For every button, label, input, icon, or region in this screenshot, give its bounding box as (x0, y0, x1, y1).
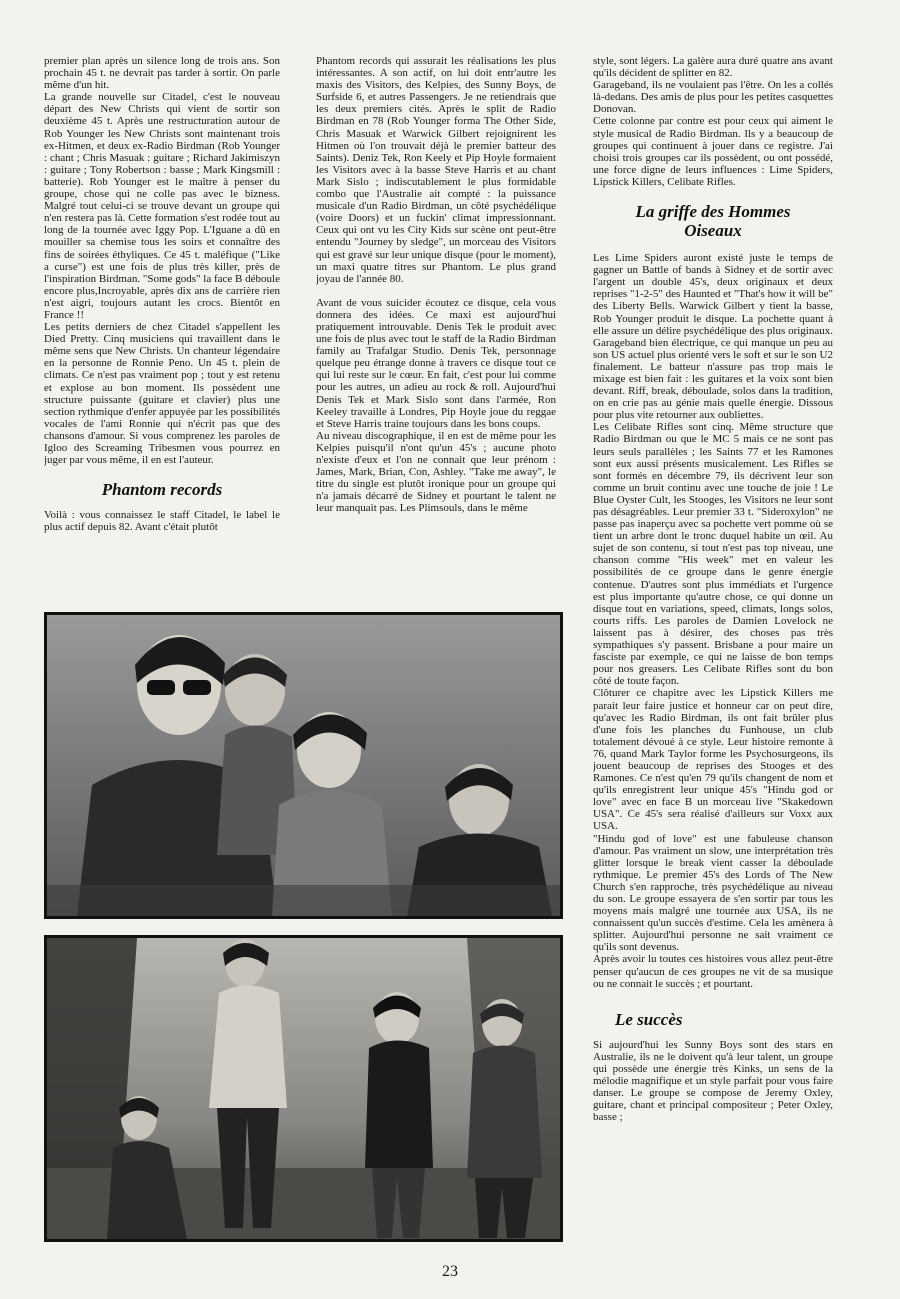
band-photo-top-image (47, 615, 560, 916)
paragraph: Au niveau discographique, il en est de même pour les Kelpies puisqu'il n'ont qu'un 45's ; aucune photo n'existe d'eux et l'on ne connait que leur prénom : James, Mark, Brian, Con, Ashley. "Take me away", le titre du single est plutôt ironique pour un groupe qui n'a jamais décarré de Sidney et pourtant le talent ne leur manquait pas. Les Plimsouls, dans le même (316, 429, 556, 515)
paragraph: Après avoir lu toutes ces histoires vous allez peut-être penser qu'aucun de ces groupes ne vit de sa musique ou ne connait le succès ; et pourtant. (593, 953, 833, 990)
paragraph: Voilà : vous connaissez le staff Citadel, le label le plus actif depuis 82. Avant c'était plutôt (44, 509, 280, 534)
column-1 (44, 55, 280, 627)
column-2 (316, 55, 556, 595)
band-photo-bottom-image (47, 938, 560, 1239)
paragraph: Si aujourd'hui les Sunny Boys sont des stars en Australie, ils ne le doivent qu'à leur talent, un groupe qui possède une énergie très Kinks, un sens de la mélodie magnifique et un style parfait pour vous faire danser. Le groupe se compose de Jeremy Oxley, guitare, chant et principal compositeur ; Peter Oxley, basse ; (593, 1038, 833, 1124)
band-photo-bottom (44, 935, 563, 1242)
paragraph: "Hindu god of love" est une fabuleuse chanson d'amour. Pas vraiment un slow, une interprétation très glitter lorsque le break vient casser la déboulade rythmique. Le premier 45's des Lords of The New Church s'en rapproche, très psychédélique au niveau du son. Le groupe essayera de s'en sortir par tous les moyens mais malgré une tournée aux USA, ils ne connaissent qu'un succès d'estime. Cela les amènera à splitter. Aujourd'hui personne ne sait vraiment ce qu'ils sont devenus. (593, 832, 833, 954)
paragraph: Les Lime Spiders auront existé juste le temps de gagner un Battle of bands à Sidney et de sortir avec l'argent un double 45's, deux originaux et deux reprises "1-2-5" des Haunted et "That's how it will be" des Liberty Bells. Warwick Gilbert y tient la basse, Rob Younger produit le disque. La pochette quant à elle assure un délire psychédélique des plus originaux. Garageband bien électrique, ce qui manque un peu au son US actuel plus orienté vers le soft et sur le son U2 finalement. Le batteur n'assure pas trop mais le mixage est bien fait : les guitares et la voix sont bien devant. Riff, break, déboulade, solos dans la tradition, on en crie pas au génie mais quelle énergie. Dissous pour plus vite retourner aux oubliettes. (593, 252, 833, 422)
paragraph: Les petits derniers de chez Citadel s'appellent les Died Pretty. Cinq musiciens qui travaillent dans le même sens que New Christs. Un chanteur légendaire en la personne de Ronnie Peno. Un 45 t. plein de climats. Ce n'est pas vraiment pop ; tout y est retenu et explose au bon moment. Ils possèdent une structure puissante (guitare et clavier) plus une section rythmique d'enfer appuyée par les possibilités vocales de l'ami Ronnie qui n'écrit pas que des chansons d'amour. Si vous comprenez les paroles de Igloo des Screaming Tribesmen vous pourrez en juger par vous même, il en est l'auteur. (44, 321, 280, 467)
section-heading-le-succes: Le succès (615, 1009, 683, 1029)
paragraph: Garageband, ils ne voulaient pas l'être. On les a collés là-dedans. Des amis de plus pour les petites casquettes Donovan. (593, 79, 833, 116)
band-photo-top (44, 612, 563, 919)
section-heading-griffe: La griffe des Hommes Oiseaux (635, 202, 791, 241)
paragraph: Les Celibate Rifles sont cinq. Même structure que Radio Birdman ou que le MC 5 mais ce ne sont pas leurs seuls parallèles ; les Saints 77 et les Ramones sont eux aussi présents musicalement. Les Rifles se sont formés en décembre 79, ils décrivent leur son comme un bruit continu avec une touche de joie ! Le Blue Oyster Cult, les Stooges, les Visitors ne leur sont pas désagréables. Leur premier 33 t. "Sideroxylon" ne passe pas inaperçu avec sa pochette vert pomme où se tient un arbre dont le tronc duquel habite un œil. Au sujet de son contenu, si tout n'est pas top niveau, une chanson comme "His week" met en valeur les possibilités de ce groupe dans le genre énergie contenue. D'autres sont plus immédiats et l'urgence est plus importante qu'autre chose, ce qui donne un disque tout en variations, speed, climats, longs solos, courts riffs. Les paroles de Damien Lovelock ne laissent pas à désirer, des choses pas très sympathiques s'y passent. Brisbane a pour maire un fasciste par exemple, ce qui ne laisse de bon temps pour nos greasers. Les Celibate Rifles sont du bon côté de toute façon. (593, 421, 833, 688)
paragraph: Cette colonne par contre est pour ceux qui aiment le style musical de Radio Birdman. Ils y a beaucoup de groupes qui continuent à jouer dans ce registre. J'ai choisi trois groupes car ils possèdent, ou ont possédé, une force digne de leurs influences : Lime Spiders, Lipstick Killers, Celibate Rifles. (593, 115, 833, 188)
paragraph: premier plan après un silence long de trois ans. Son prochain 45 t. ne devrait pas tarder à sortir. On parle même d'un hit. (44, 55, 280, 92)
column-3 (593, 55, 833, 1240)
section-heading-phantom-records: Phantom records (101, 480, 223, 500)
paragraph: style, sont légers. La galère aura duré quatre ans avant qu'ils décident de splitter en 82. (593, 55, 833, 80)
paragraph: Phantom records qui assurait les réalisations les plus intéressantes. A son actif, on lui doit entr'autre les maxis des Visitors, des Kelpies, des Sunny Boys, de Surfside 6, et autres Passengers. Je ne retiendrais que les deux premiers cités. Après le split de Radio Birdman en 78 (Rob Younger forma The Other Side, Chris Masuak et Warwick Gilbert rejoignirent les Hitmen où l'on trouvait déjà le premier batteur des Saints). Deniz Tek, Ron Keely et Pip Hoyle formaient les Visitors avec à la basse Steve Harris et au chant Mark Sislo ; indiscutablement le plus formidable combo que l'Australie ait compté : la puissance musicale d'un Radio Birdman, un côté psychédélique (voire Doors) et un fuckin' climat impressionnant. Ceux qui ont vu les City Kids sur scène ont peut-être entendu "Journey by sledge", un morceau des Visitors qui est gravé sur leur unique disque (pour le moment), un maxi quatre titres sur Phantom. Le plus grand joyau de l'année 80. (316, 55, 556, 285)
page-number: 23 (442, 1263, 458, 1280)
paragraph: Avant de vous suicider écoutez ce disque, cela vous donnera des idées. Ce maxi est aujourd'hui pratiquement introuvable. Denis Tek le produit avec une fois de plus avec tout le staff de la Radio Birdman family au Trafalgar Studio. Denis Tek, personnage quelque peu étrange donne à travers ce disque tout ce qui lui reste sur le cœur. En fait, c'est pour lui comme pour les autres, un adieu au rock & roll. Aujourd'hui Denis Tek et Mark Sislo sont dans l'armée, Ron Keeley travaille à Londres, Pip Hoyle joue du reggae et Steve Harris traine toujours dans les bons coups. (316, 296, 556, 430)
paragraph: La grande nouvelle sur Citadel, c'est le nouveau départ des New Christs qui vient de sortir son deuxième 45 t. Après une restructuration autour de Rob Younger les New Christs sont maintenant trois ex-Hitmen, et deux ex-Radio Birdman (Rob Younger : chant ; Chris Masuak : guitare ; Richard Jakimiszyn : guitare ; Tony Robertson : basse ; Mark Kingsmill : batterie). Rob Younger est le maître à penser du groupe, chose qui ne colle pas avec le bizness. Malgré tout celui-ci se trouve devant un groupe qui n'en restera pas là. Cette formation s'est rodée tout au long de la tournée avec Iggy Pop. L'Iguane a dû en mouiller sa chemise tous les soirs et connaître des fins de soirées éthyliques. Ce 45 t. maléfique ("Like a curse") est une fois de plus très killer, près de l'inspiration Birdman. "Some gods" la face B déboule encore plus,Incroyable, après dix ans de carrière rien n'est aigri, toujours autant les crocs. Bientôt en France !! (44, 91, 280, 321)
paragraph: Clôturer ce chapitre avec les Lipstick Killers me parait leur faire justice et honneur car on peut dire, qu'avec les Radio Birdman, ils ont fait brûler plus d'une fois les planches du Funhouse, un club totalement dévoué à ce style. Leur histoire remonte à 76, quand Mark Taylor forme les Psychosurgeons, ils jouent beaucoup de reprises des Stooges et des Ramones. Ce n'est qu'en 79 qu'ils changent de nom et qu'ils enregistrent leur unique 45's "Hindu god or love" avec en face B un morceau live "Skakedown USA". Ce 45's sera réalisé d'ailleurs sur Voxx aux USA. (593, 687, 833, 833)
